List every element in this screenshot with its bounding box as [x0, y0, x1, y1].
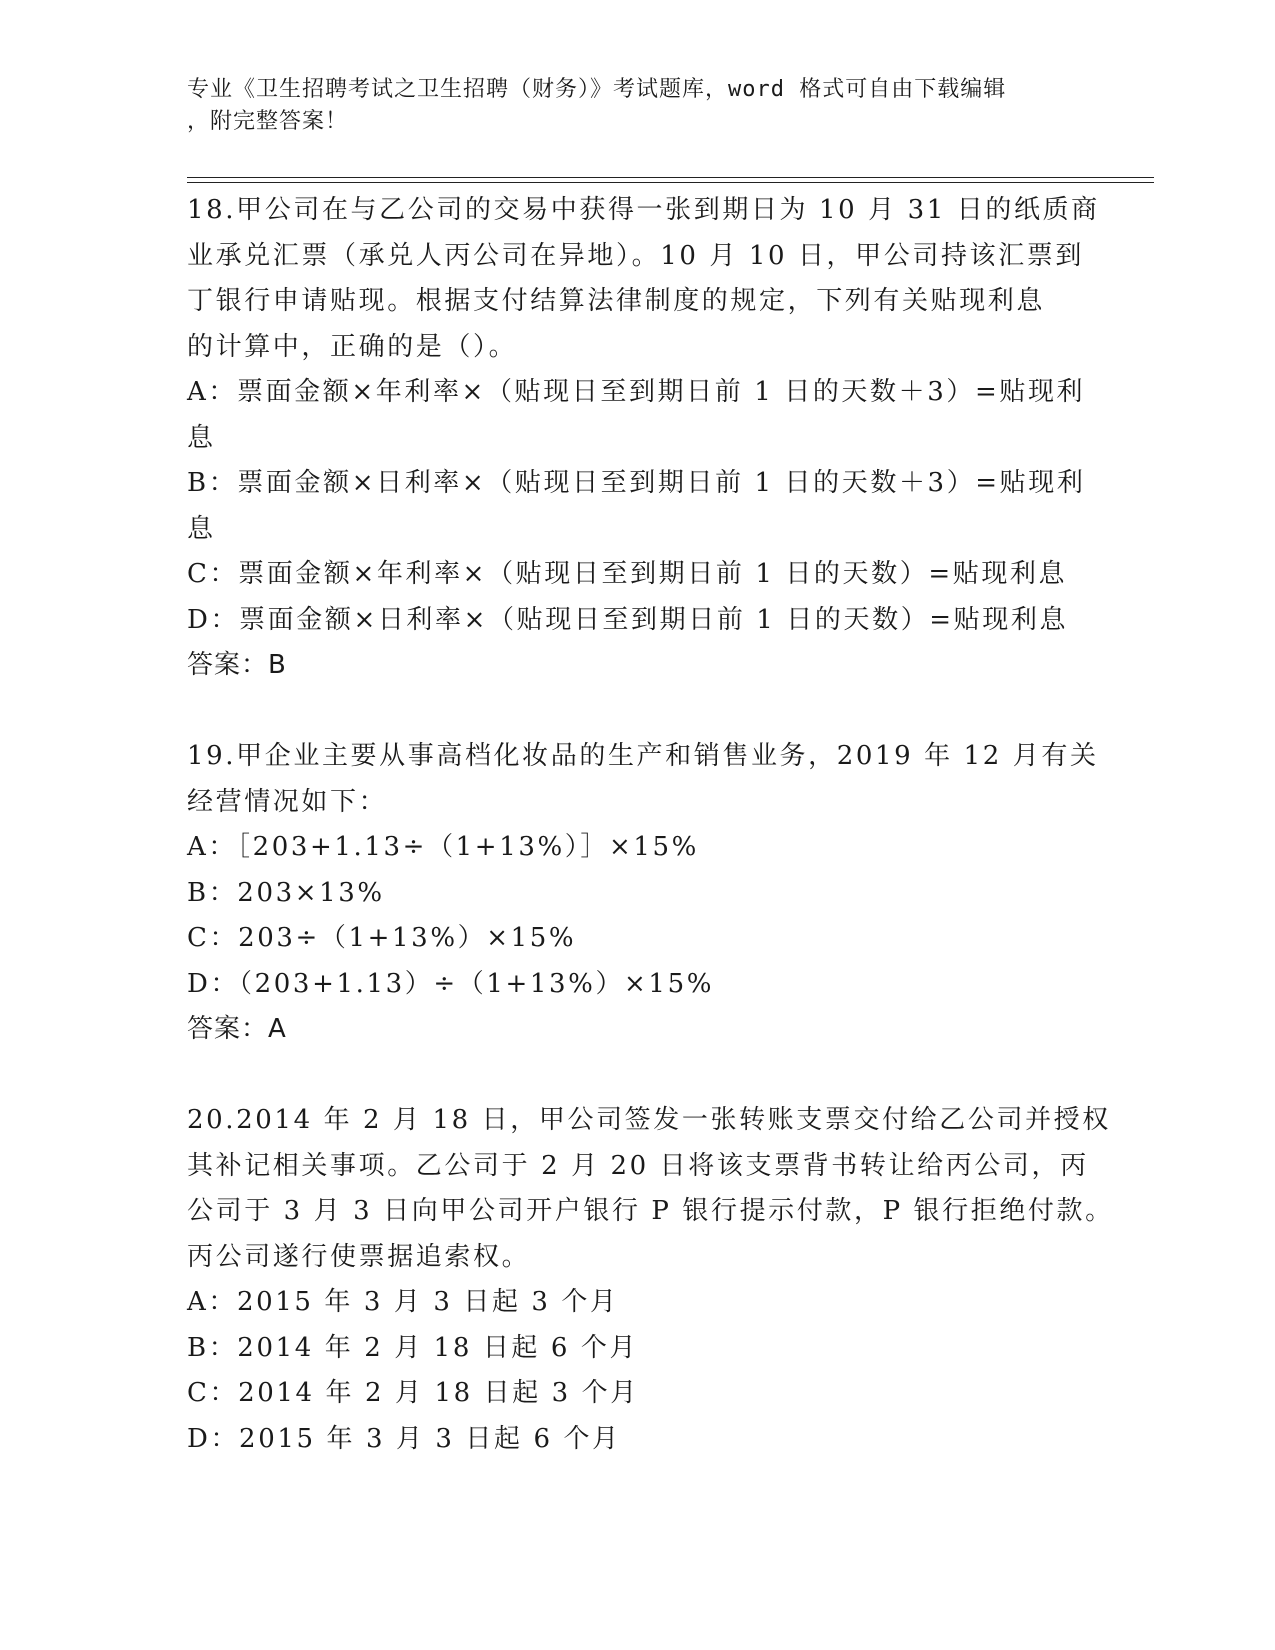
question-text: 20.2014 年 2 月 18 日，甲公司签发一张转账支票交付给乙公司并授权: [187, 1105, 1111, 1135]
question-text: 的计算中，正确的是（）。: [187, 331, 518, 362]
question-text: 丙公司遂行使票据追索权。: [187, 1241, 531, 1272]
question-text: 公司于 3 月 3 日向甲公司开户银行 P 银行提示付款，P 银行拒绝付款。: [187, 1196, 1114, 1226]
option-c: C：票面金额×年利率×（贴现日至到期日前 1 日的天数）=贴现利息: [187, 559, 1068, 589]
question-text: 其补记相关事项。乙公司于 2 月 20 日将该支票背书转让给丙公司，丙: [187, 1150, 1089, 1181]
option-b: B：2014 年 2 月 18 日起 6 个月: [187, 1332, 639, 1363]
option-a: A：2015 年 3 月 3 日起 3 个月: [187, 1287, 619, 1317]
option-a: A：［203+1.13÷（1+13%）］×15%: [187, 832, 699, 862]
option-b: B：票面金额×日利率×（贴现日至到期日前 1 日的天数＋3）=贴现利 息: [187, 468, 1086, 544]
option-d: D：2015 年 3 月 3 日起 6 个月: [187, 1423, 621, 1454]
question-text: 19.甲企业主要从事高档化妆品的生产和销售业务，2019 年 12 月有关: [187, 741, 1099, 771]
header-line: ，附完整答案！: [187, 109, 349, 134]
document-header: [187, 74, 1067, 138]
question-text: 业承兑汇票（承兑人丙公司在异地）。10 月 10 日，甲公司持该汇票到: [187, 240, 1084, 271]
option-c: C：2014 年 2 月 18 日起 3 个月: [187, 1378, 639, 1408]
question-19: [187, 734, 1099, 1053]
header-divider-bottom: [187, 182, 1154, 183]
answer-label: 答案：A: [187, 1014, 287, 1044]
question-18: [187, 188, 1100, 689]
question-text: 丁银行申请贴现。根据支付结算法律制度的规定，下列有关贴现利息: [187, 286, 1046, 316]
option-d: D：（203+1.13）÷（1+13%）×15%: [187, 968, 715, 999]
header-line: 专业《卫生招聘考试之卫生招聘（财务）》考试题库，word 格式可自由下载编辑: [187, 77, 1007, 102]
spacer: [187, 1053, 1087, 1099]
question-text: 18.甲公司在与乙公司的交易中获得一张到期日为 10 月 31 日的纸质商: [187, 195, 1100, 225]
question-20: [187, 1098, 1114, 1462]
option-b: B：203×13%: [187, 877, 385, 908]
question-list: [187, 188, 1114, 1462]
question-text: 经营情况如下：: [187, 786, 388, 817]
option-d: D：票面金额×日利率×（贴现日至到期日前 1 日的天数）=贴现利息: [187, 604, 1069, 635]
option-c: C：203÷（1+13%）×15%: [187, 923, 577, 953]
answer-label: 答案：B: [187, 650, 287, 680]
option-a: A：票面金额×年利率×（贴现日至到期日前 1 日的天数＋3）=贴现利 息: [187, 377, 1086, 453]
spacer: [187, 689, 1087, 735]
header-divider-top: [187, 177, 1154, 178]
